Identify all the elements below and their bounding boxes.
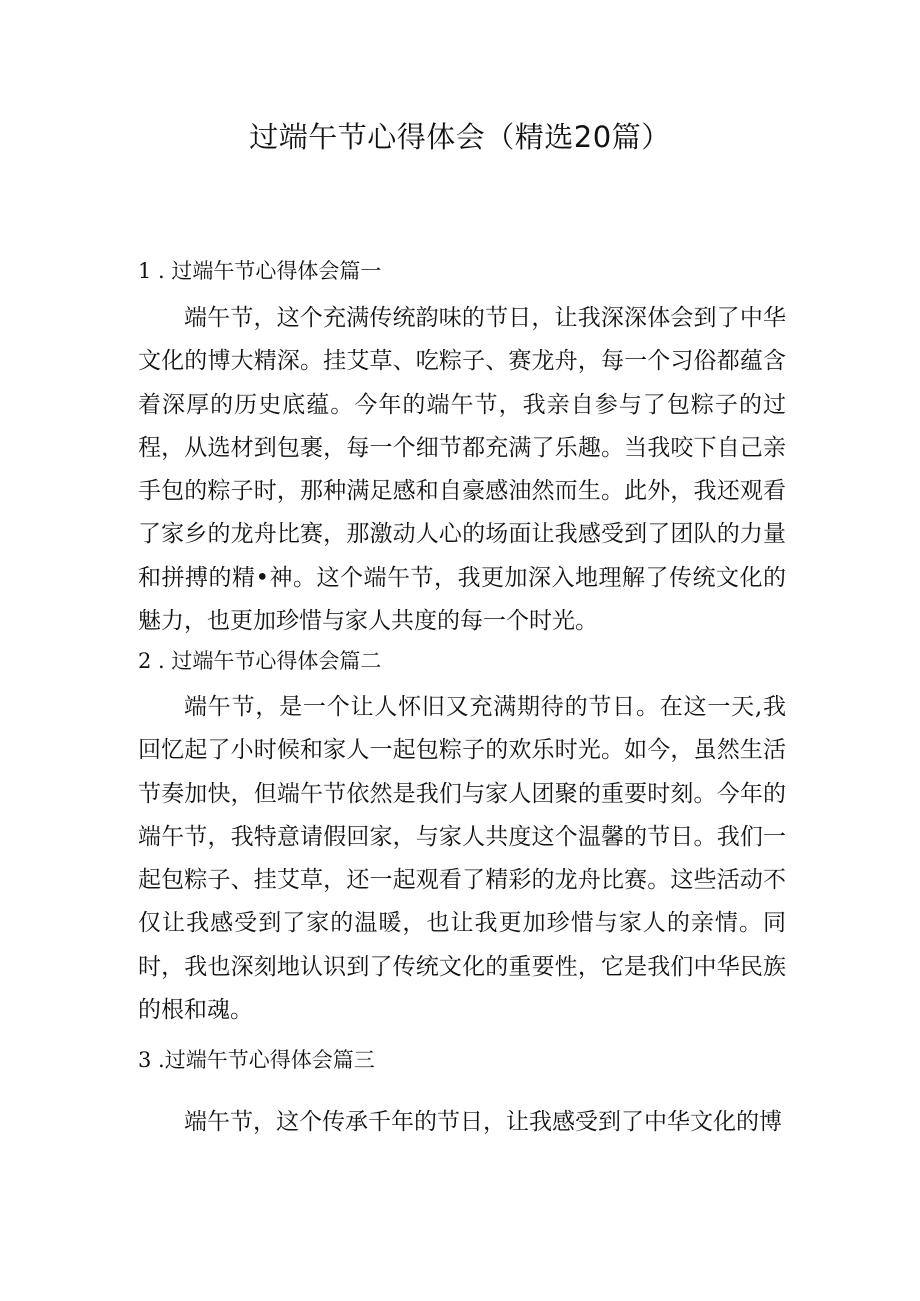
section-paragraph: 端午节，是一个让人怀旧又充满期待的节日。在这一天,我回忆起了小时候和家人一起包粽子的欢乐时光。如今，虽然生活节奏加快，但端午节依然是我们与家人团聚的重要时刻。今年的端午节，我特意请假回家，与家人共度这个温馨的节日。我们一起包粽子、挂艾草，还一起观看了精彩的龙舟比赛。这些活动不仅让我感受到了家的温暖，也让我更加珍惜与家人的亲情。同时，我也深刻地认识到了传统文化的重要性，它是我们中华民族的根和魂。 <box>138 694 786 1024</box>
section-paragraph: 端午节，这个充满传统韵味的节日，让我深深体会到了中华文化的博大精深。挂艾草、吃粽子、赛龙舟，每一个习俗都蕴含着深厚的历史底蕴。今年的端午节，我亲自参与了包粽子的过程，从选材到包裹，每一个细节都充满了乐趣。当我咬下自己亲手包的粽子时，那种满足感和自豪感油然而生。此外，我还观看了家乡的龙舟比赛，那激动人心的场面让我感受到了团队的力量和拼搏的精•神。这个端午节，我更加深入地理解了传统文化的魅力，也更加珍惜与家人共度的每一个时光。 <box>138 305 786 635</box>
document-title: 过端午节心得体会（精选20篇） <box>249 120 671 154</box>
section-heading: 2 . 过端午节心得体会篇二 <box>138 649 382 673</box>
section-paragraph: 端午节，这个传承千年的节日，让我感受到了中华文化的博 <box>184 1109 782 1135</box>
section-heading: 1 . 过端午节心得体会篇一 <box>138 259 382 283</box>
section-heading: 3 .过端午节心得体会篇三 <box>138 1048 375 1072</box>
